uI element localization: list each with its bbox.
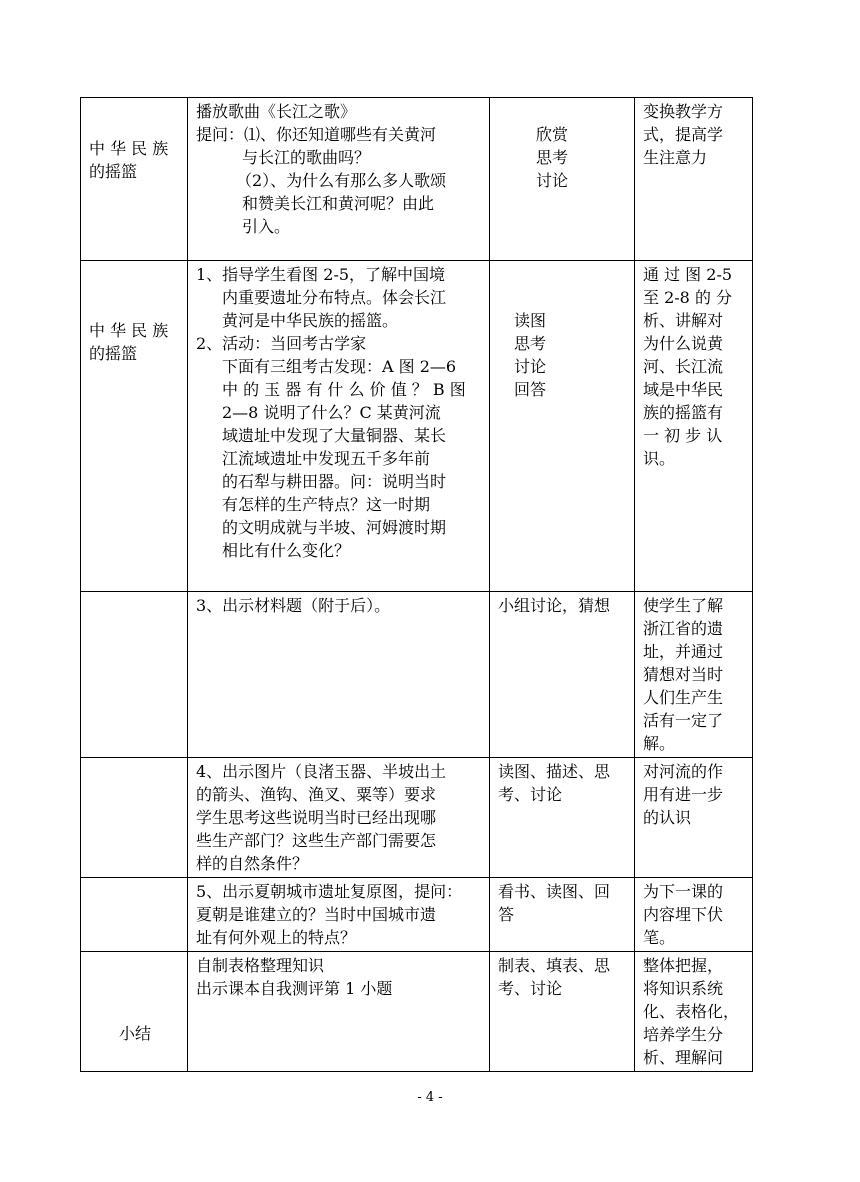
purpose-line: 的认识 bbox=[643, 808, 692, 827]
content-line: 2—8 说明了什么？C 某黄河流 bbox=[222, 403, 441, 422]
activity-item: 思考 bbox=[514, 334, 547, 353]
purpose-line: 对河流的作 bbox=[643, 762, 724, 781]
purpose-line: 为下一课的 bbox=[643, 882, 724, 901]
table-row bbox=[81, 952, 753, 1072]
table-row bbox=[81, 98, 753, 261]
activity-item: 考、讨论 bbox=[498, 979, 563, 998]
content-cell bbox=[188, 758, 490, 878]
purpose-line: 为什么说黄 bbox=[643, 334, 724, 353]
section-label: 的摇篮 bbox=[89, 344, 138, 363]
purpose-cell bbox=[635, 758, 753, 878]
purpose-line: 析、讲解对 bbox=[643, 311, 724, 330]
content-line: 与长江的歌曲吗？ bbox=[242, 148, 371, 167]
section-label: 的摇篮 bbox=[89, 162, 138, 181]
content-line: 相比有什么变化？ bbox=[222, 541, 351, 560]
purpose-line: 整体把握， bbox=[643, 956, 724, 975]
content-line: 2、活动：当回考古学家 bbox=[196, 334, 367, 353]
purpose-cell bbox=[635, 98, 753, 261]
purpose-line: 析、理解问 bbox=[643, 1048, 724, 1067]
purpose-line: 变换教学方 bbox=[643, 102, 724, 121]
purpose-line: 人们生产生 bbox=[643, 688, 724, 707]
activity-cell bbox=[490, 592, 635, 758]
lesson-plan-table bbox=[80, 97, 753, 1072]
activity-item: 讨论 bbox=[536, 171, 569, 190]
purpose-line: 式，提高学 bbox=[643, 125, 724, 144]
content-line: 3、出示材料题（附于后）。 bbox=[196, 596, 391, 615]
content-line: 的箭头、渔钩、渔叉、粟等）要求 bbox=[196, 785, 437, 804]
content-line: 的文明成就与半坡、河姆渡时期 bbox=[222, 518, 447, 537]
section-label: 中 华 民 族 bbox=[89, 321, 169, 340]
purpose-line: 猜想对当时 bbox=[643, 665, 724, 684]
purpose-line: 河、长江流 bbox=[643, 357, 724, 376]
section-label: 小结 bbox=[118, 1024, 151, 1043]
content-cell bbox=[188, 952, 490, 1072]
content-line: 学生思考这些说明当时已经出现哪 bbox=[196, 808, 437, 827]
purpose-line: 将知识系统 bbox=[643, 979, 724, 998]
content-line: 黄河是中华民族的摇篮。 bbox=[222, 311, 399, 330]
activity-cell bbox=[490, 261, 635, 592]
section-cell bbox=[81, 592, 188, 758]
activity-cell bbox=[490, 878, 635, 952]
content-line: 中 的 玉 器 有 什 么 价 值 ？ B 图 bbox=[222, 380, 466, 399]
table-row bbox=[81, 592, 753, 758]
purpose-line: 培养学生分 bbox=[643, 1025, 724, 1044]
content-cell bbox=[188, 98, 490, 261]
content-line: 提问：⑴、你还知道哪些有关黄河 bbox=[196, 125, 437, 144]
purpose-line: 族的摇篮有 bbox=[643, 403, 724, 422]
purpose-line: 通 过 图 2-5 bbox=[643, 265, 733, 284]
activity-item: 回答 bbox=[514, 380, 547, 399]
content-line: 出示课本自我测评第 1 小题 bbox=[196, 979, 393, 998]
content-line: 内重要遗址分布特点。体会长江 bbox=[222, 288, 447, 307]
purpose-line: 浙江省的遗 bbox=[643, 619, 724, 638]
purpose-line: 一 初 步 认 bbox=[643, 426, 723, 445]
section-cell bbox=[81, 952, 188, 1072]
content-line: 域遗址中发现了大量铜器、某长 bbox=[222, 426, 447, 445]
section-cell bbox=[81, 878, 188, 952]
section-label: 中 华 民 族 bbox=[89, 139, 169, 158]
purpose-line: 用有进一步 bbox=[643, 785, 724, 804]
content-line: 引入。 bbox=[242, 217, 291, 236]
content-line: 自制表格整理知识 bbox=[196, 956, 325, 975]
activity-item: 讨论 bbox=[514, 357, 547, 376]
content-line: 有怎样的生产特点？这一时期 bbox=[222, 495, 431, 514]
purpose-line: 内容埋下伏 bbox=[643, 905, 724, 924]
purpose-cell bbox=[635, 592, 753, 758]
purpose-line: 址，并通过 bbox=[643, 642, 724, 661]
purpose-cell bbox=[635, 952, 753, 1072]
section-cell bbox=[81, 98, 188, 261]
content-line: 和赞美长江和黄河呢？由此 bbox=[242, 194, 435, 213]
purpose-line: 解。 bbox=[643, 734, 676, 753]
content-cell bbox=[188, 592, 490, 758]
content-line: 5、出示夏朝城市遗址复原图，提问： bbox=[196, 882, 463, 901]
purpose-line: 使学生了解 bbox=[643, 596, 724, 615]
purpose-cell bbox=[635, 878, 753, 952]
content-cell bbox=[188, 261, 490, 592]
table-row bbox=[81, 261, 753, 592]
activity-item: 答 bbox=[498, 905, 515, 924]
page-number: - 4 - bbox=[417, 1090, 443, 1105]
table-row bbox=[81, 878, 753, 952]
activity-item: 欣赏 bbox=[536, 125, 569, 144]
purpose-line: 生注意力 bbox=[643, 148, 708, 167]
purpose-line: 至 2-8 的 分 bbox=[643, 288, 733, 307]
table-row bbox=[81, 758, 753, 878]
activity-item: 读图、描述、思 bbox=[498, 762, 611, 781]
activity-cell bbox=[490, 952, 635, 1072]
content-line: 1、指导学生看图 2-5，了解中国境 bbox=[196, 265, 446, 284]
activity-item: 思考 bbox=[536, 148, 569, 167]
purpose-line: 化、表格化， bbox=[643, 1002, 740, 1021]
content-line: 4、出示图片（良渚玉器、半坡出土 bbox=[196, 762, 447, 781]
content-cell bbox=[188, 878, 490, 952]
content-line: 夏朝是谁建立的？当时中国城市遗 bbox=[196, 905, 437, 924]
activity-item: 小组讨论，猜想 bbox=[498, 596, 611, 615]
activity-cell bbox=[490, 98, 635, 261]
purpose-line: 识。 bbox=[643, 449, 676, 468]
content-line: 些生产部门？这些生产部门需要怎 bbox=[196, 831, 437, 850]
activity-cell bbox=[490, 758, 635, 878]
content-line: 下面有三组考古发现：A 图 2—6 bbox=[222, 357, 457, 376]
activity-item: 看书、读图、回 bbox=[498, 882, 611, 901]
section-cell bbox=[81, 758, 188, 878]
content-line: 址有何外观上的特点？ bbox=[196, 928, 357, 947]
activity-item: 制表、填表、思 bbox=[498, 956, 611, 975]
content-line: 播放歌曲《长江之歌》 bbox=[196, 102, 357, 121]
purpose-line: 笔。 bbox=[643, 928, 676, 947]
content-line: 样的自然条件？ bbox=[196, 854, 309, 873]
content-line: （2）、为什么有那么多人歌颂 bbox=[236, 171, 447, 190]
purpose-line: 域是中华民 bbox=[643, 380, 724, 399]
content-line: 江流域遗址中发现五千多年前 bbox=[222, 449, 431, 468]
purpose-cell bbox=[635, 261, 753, 592]
section-cell bbox=[81, 261, 188, 592]
activity-item: 读图 bbox=[514, 311, 547, 330]
purpose-line: 活有一定了 bbox=[643, 711, 724, 730]
content-line: 的石犁与耕田器。问：说明当时 bbox=[222, 472, 447, 491]
activity-item: 考、讨论 bbox=[498, 785, 563, 804]
